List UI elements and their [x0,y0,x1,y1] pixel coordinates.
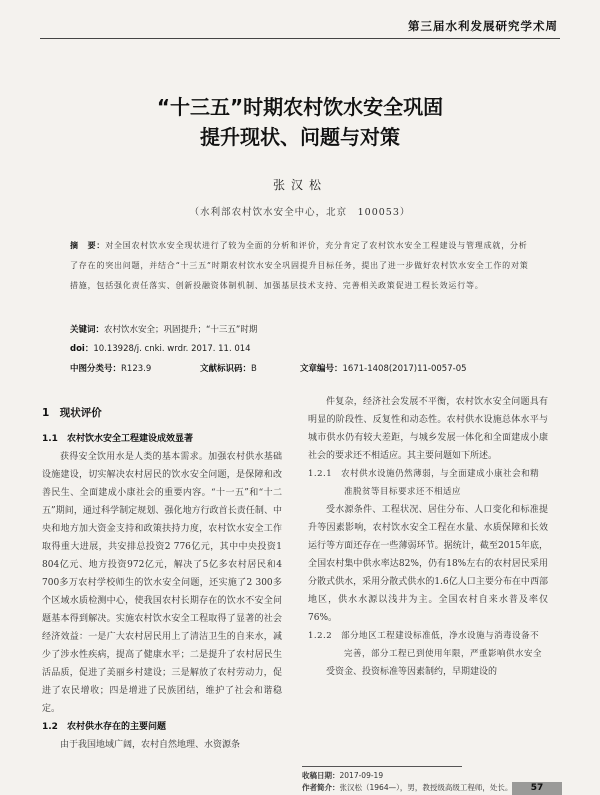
footnote-rule [302,766,462,767]
doc-code [200,362,257,374]
clc-label: 中图分类号： [70,364,122,374]
right-column [308,393,548,681]
clc-value: R123.9 [121,364,152,374]
running-header: 第三届水利发展研究学术周 [408,19,558,33]
paragraph: 获得安全饮用水是人类的基本需求。加强农村供水基础设施建设，切实解决农村居民的饮水安全问题，是保障和改善民生、全面建成小康社会的重要内容。“十一五”和“十二五”期间，通过科学制定规划、强化地方行政首长责任制、中央和地方加大资金支持和政策扶持力度，农村饮水安全工作取得重大进展，共安排总投资2 776亿元，其中中央投资1 804亿元、地方投资972亿元，解决了5亿多农村居民和4 700多万农村学校师生的饮水安全问题，还实施了2 300多个区域水质检测中心，使我国农村长期存在的饮水不安全问题基本得到解决。实施农村饮水安全工程取得了显著的社会经济效益：一是广大农村居民用上了清洁卫生的自来水，减少了涉水性疾病，提高了健康水平；二是提升了农村居民生活品质，促进了美丽乡村建设；三是解放了农村劳动力，促进了农民增收；四是增进了民族团结，维护了社会和谐稳定。 [42,452,282,714]
article-title [0,92,600,152]
left-column [42,404,282,754]
doc-label: 文献标识码： [200,364,252,374]
paragraph: 由于我国地域广阔，农村自然地理、水资源条 [60,740,241,750]
subsection-heading-1-2-2: 1.2.2 部分地区工程建设标准低，净水设施与消毒设备不完善，部分工程已到使用年限，严重影响供水安全 [308,631,543,659]
abstract [70,236,530,296]
subsection-heading-1-2-1: 1.2.1 农村供水设施仍然薄弱，与全面建成小康社会和精准脱贫等目标要求还不相适应 [308,469,540,497]
title-line-2: 提升现状、问题与对策 [200,125,400,149]
header-rule [40,38,560,39]
doi [70,342,251,354]
received-label: 收稿日期： [302,771,340,780]
doi-label: doi： [70,344,94,354]
classification-row [70,362,151,374]
page-number: 57 [512,782,562,795]
paragraph: 受资金、投资标准等因素制约，早期建设的 [326,667,498,677]
author-note-value: 张汉松（1964—），男，教授级高级工程师，处长。 [339,783,513,792]
abstract-label: 摘 要： [70,241,106,250]
doi-text: 10.13928/j. cnki. wrdr. 2017. 11. 014 [93,344,251,354]
article-number [300,362,467,374]
subsection-heading-1-2: 1.2 农村供水存在的主要问题 [42,722,166,732]
title-line-1: “十三五”时期农村饮水安全巩固 [156,95,444,119]
subsection-heading-1-1: 1.1 农村饮水安全工程建设成效显著 [42,434,193,444]
paragraph: 件复杂，经济社会发展不平衡，农村饮水安全问题具有明显的阶段性、反复性和动态性。农村供水设施总体水平与城市供水仍有较大差距，与城乡发展一体化和全面建成小康社会的要求还不相适应。其主要问题如下所述。 [308,397,548,461]
keywords-label: 关键词： [70,325,105,335]
author-name: 张汉松 [272,178,327,192]
keywords [70,323,257,335]
paragraph: 受水源条件、工程状况、居住分布、人口变化和标准提升等因素影响，农村饮水安全工程在水量、水质保障和长效运行等方面还存在一些薄弱环节。据统计，截至2015年底，全国农村集中供水率达82%，仍有18%左右的农村居民采用分散式供水，采用分散式供水的1.6亿人口主要分布在中西部地区，供水水源以浅井为主。全国农村自来水普及率仅76%。 [308,505,548,623]
author-note-label: 作者简介： [302,783,340,792]
keywords-text: 农村饮水安全；巩固提升；“十三五”时期 [104,325,258,335]
footnote-received [302,770,383,781]
article-label: 文章编号： [300,364,343,374]
received-value: 2017-09-19 [339,771,384,780]
author-affiliation: （水利部农村饮水安全中心，北京 100053） [189,207,411,218]
section-heading-1: 1 现状评价 [42,407,102,419]
abstract-text: 对全国农村饮水安全现状进行了较为全面的分析和评价，充分肯定了农村饮水安全工程建设与管理成就，分析了存在的突出问题，并结合“十三五”时期农村饮水安全巩固提升目标任务，提出了进一步做好农村饮水安全工作的对策措施，包括强化责任落实、创新投融资体制机制、加强基层技术支持、完善相关政策促进工程长效运行等。 [70,241,529,290]
doc-value: B [251,364,257,374]
footnote-author [302,782,512,793]
article-value: 1671-1408(2017)11-0057-05 [342,364,467,374]
